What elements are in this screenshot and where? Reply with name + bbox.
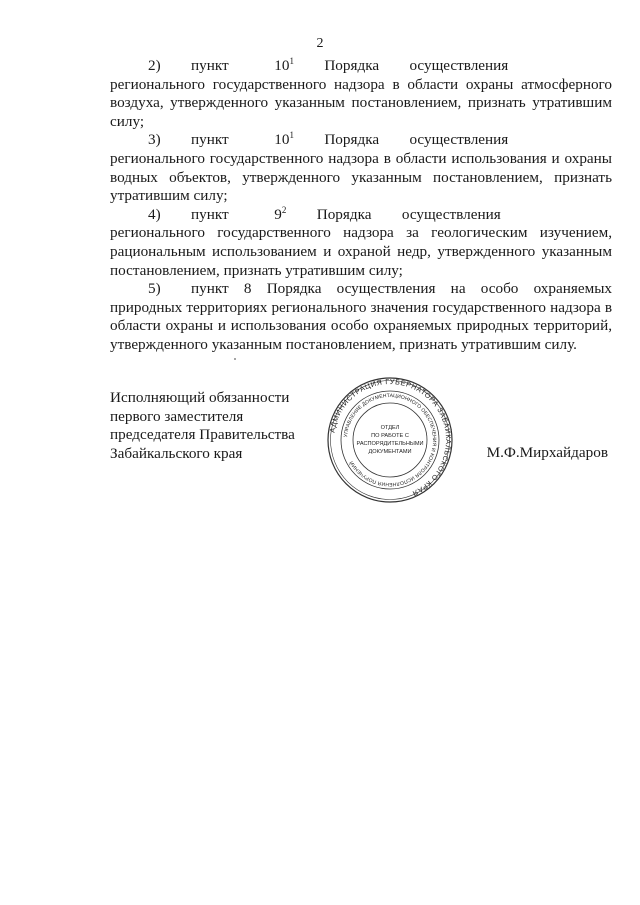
page-number: 2 <box>316 36 324 51</box>
stamp-inner-text: УПРАВЛЕНИЕ ДОКУМЕНТАЦИОННОГО ОБЕСПЕЧЕНИЯ И КОНТРОЛЯ ИСПОЛНЕНИЯ ПОРУЧЕНИЙ <box>343 392 438 488</box>
signatory-title-line: первого заместителя <box>110 407 244 425</box>
item-prefix: 5) пункт 8 Порядка осуществления на особо охраняемых природных территориях регионального значения государственного надзора в области охраны и использования особо охраняемых природных территорий, утвержденного указанным постановлением, признать утратившим силу. <box>110 280 612 353</box>
stamp-middle-ring <box>341 391 439 489</box>
superscript: 1 <box>289 56 294 66</box>
list-item <box>110 131 612 205</box>
superscript: 1 <box>289 130 294 141</box>
item-text: Порядка осуществления регионального государственного надзора в области использования и охраны водных объектов, утвержденного указанным постановлением, признать утратившим силу; <box>110 131 612 205</box>
signatory-title-line: Исполняющий обязанности <box>110 389 290 406</box>
signatory-title-line: председателя Правительства <box>110 426 295 444</box>
scan-speck <box>234 358 236 360</box>
list-item <box>110 57 612 131</box>
signatory-name: М.Ф.Мирхайдаров <box>486 444 608 461</box>
list-item <box>110 280 612 354</box>
signatory-title <box>110 389 295 463</box>
stamp-center-line: ОТДЕЛ <box>380 425 400 431</box>
item-prefix: 3) пункт 10 <box>148 131 290 149</box>
document-body <box>110 57 612 355</box>
stamp-inner-ring <box>353 403 427 477</box>
stamp-center-line: ПО РАБОТЕ С <box>371 433 409 439</box>
stamp-center <box>357 425 424 455</box>
superscript: 2 <box>281 204 287 215</box>
stamp-center-line: ДОКУМЕНТАМИ <box>368 449 412 455</box>
item-text: Порядка осуществления регионального государственного надзора за геологическим изучением, рациональным использованием и охраной недр, утвержденного указанным постановлением, признать утратившим силу; <box>110 205 612 279</box>
item-prefix: 2) пункт 10 <box>148 57 290 74</box>
svg-text:УПРАВЛЕНИЕ ДОКУМЕНТАЦИОННОГО О <box>343 393 437 487</box>
signatory-title-line: Забайкальского края <box>110 444 243 462</box>
stamp-outer-text: АДМИНИСТРАЦИЯ ГУБЕРНАТОРА ЗАБАЙКАЛЬСКОГО КРАЯ <box>327 376 454 499</box>
item-prefix: 4) пункт 9 <box>148 205 282 223</box>
item-text: Порядка осуществления регионального государственного надзора в области охраны атмосферного воздуха, утвержденного указанным постановлением, признать утратившим силу; <box>110 57 612 130</box>
stamp-center-line: РАСПОРЯДИТЕЛЬНЫМИ <box>356 441 424 447</box>
list-item <box>110 206 612 280</box>
official-stamp <box>326 376 454 504</box>
